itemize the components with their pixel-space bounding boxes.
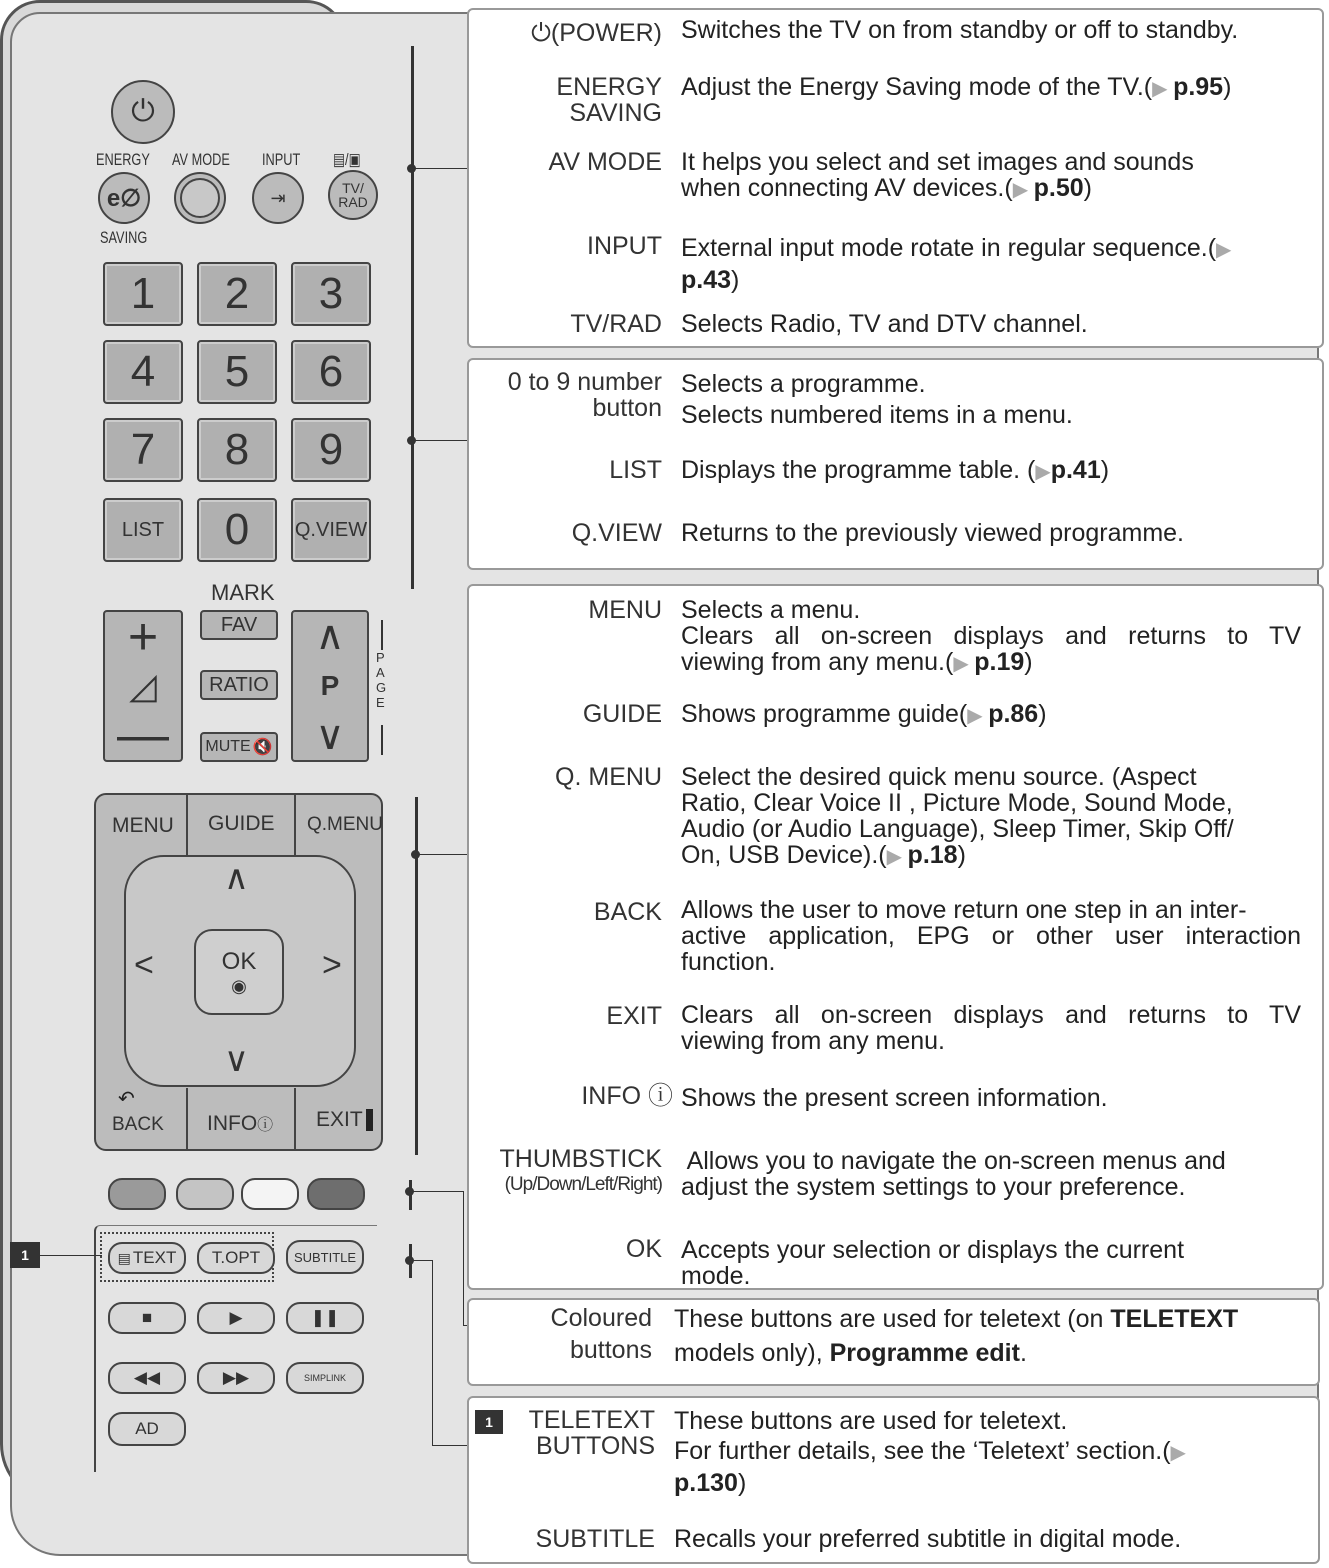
fast-forward-icon: ▶▶ — [222, 1368, 250, 1387]
av-mode-desc-line1: It helps you select and set images and sounds — [681, 148, 1194, 176]
exit-desc-line1: Clears all on-screen displays and returns to TV — [681, 1001, 1301, 1029]
av-mode-desc-line2-text: when connecting AV devices.( — [681, 174, 1013, 202]
guide-desc-text: Shows programme guide( — [681, 700, 968, 728]
av-mode-desc — [681, 149, 1311, 203]
nav-divider-top-1 — [186, 795, 188, 855]
page-ref-arrow-icon: ▶ — [1012, 179, 1034, 201]
back-button[interactable]: BACK — [112, 1114, 164, 1135]
thumbstick-term-line1: THUMBSTICK — [499, 1145, 662, 1173]
q-menu-desc — [681, 764, 1301, 870]
info-button[interactable] — [207, 1112, 273, 1136]
ok-desc-line1: Accepts your selection or displays the current — [681, 1236, 1185, 1264]
coloured-desc-teletext: TELETEXT — [1110, 1305, 1239, 1333]
av-mode-button[interactable] — [174, 172, 226, 224]
power-icon: ⏻ — [131, 95, 155, 128]
page-arrow-up — [381, 620, 383, 650]
teletext-ref: p.130 — [674, 1469, 738, 1497]
number-0-button[interactable]: 0 — [197, 498, 277, 562]
menu-desc-line2: Clears all on-screen displays and returns to TV — [681, 622, 1301, 650]
subtitle-term: SUBTITLE — [535, 1525, 655, 1553]
teletext-desc-line2 — [674, 1436, 1314, 1468]
volume-up-icon: + — [127, 608, 159, 667]
av-mode-ref: p.50 — [1033, 174, 1084, 202]
teletext-desc-line2-text: For further details, see the ‘Teletext’ section.( — [674, 1437, 1171, 1465]
exit-icon — [366, 1109, 373, 1131]
energy-saving-close: ) — [1223, 73, 1232, 101]
text-icon: ▤ — [117, 1249, 131, 1266]
input-icon: ⇥ — [270, 187, 286, 208]
av-mode-term: AV MODE — [548, 148, 662, 176]
program-up-icon: ∧ — [315, 614, 345, 659]
blue-button[interactable] — [307, 1178, 365, 1210]
teletext-term — [505, 1407, 655, 1459]
info-icon: ⓘ — [257, 1117, 274, 1134]
connector-4b — [463, 1191, 464, 1325]
number-desc — [681, 369, 1311, 431]
volume-down-icon: — — [117, 705, 169, 764]
list-desc — [681, 457, 1311, 485]
power-term-label: (POWER) — [550, 19, 662, 47]
q-menu-ref: p.18 — [907, 841, 958, 869]
page-ref-arrow-icon: ▶ — [967, 705, 989, 727]
input-label: INPUT — [262, 150, 301, 169]
input-desc-text: External input mode rotate in regular sequence.( — [681, 234, 1217, 262]
menu-close: ) — [1024, 648, 1033, 676]
energy-saving-term — [470, 74, 662, 126]
exit-term: EXIT — [606, 1002, 662, 1030]
menu-ref: p.19 — [974, 648, 1025, 676]
energy-saving-term-line2: SAVING — [569, 99, 662, 127]
q-view-desc: Returns to the previously viewed programme. — [681, 519, 1185, 547]
nav-divider-bottom-2 — [294, 1088, 296, 1150]
menu-desc-line1: Selects a menu. — [681, 596, 861, 624]
teletext-desc-line3 — [674, 1468, 1314, 1498]
connector-1 — [412, 168, 468, 169]
red-button[interactable] — [108, 1178, 166, 1210]
menu-desc-line3 — [681, 649, 1301, 677]
list-close: ) — [1100, 456, 1110, 484]
list-button[interactable]: LIST — [103, 498, 183, 562]
rewind-icon: ◀◀ — [133, 1368, 161, 1387]
dpad-right-icon[interactable]: > — [322, 946, 342, 984]
fast-forward-button[interactable] — [197, 1362, 275, 1394]
number-5-button[interactable]: 5 — [197, 340, 277, 404]
number-term — [470, 369, 662, 421]
info-desc: Shows the present screen information. — [681, 1084, 1108, 1112]
ok-term: OK — [625, 1235, 662, 1263]
tv-rad-term: TV/RAD — [570, 310, 662, 338]
stop-button[interactable] — [108, 1302, 186, 1334]
back-desc-line2: active application, EPG or other user interaction — [681, 922, 1301, 950]
teletext-marker-left: 1 — [10, 1242, 40, 1268]
stop-icon: ■ — [141, 1308, 153, 1327]
power-desc: Switches the TV on from standby or off to standby. — [681, 16, 1239, 44]
coloured-desc — [674, 1302, 1314, 1370]
av-mode-desc-line2 — [681, 175, 1311, 203]
exit-button[interactable] — [316, 1108, 373, 1132]
coloured-term — [470, 1302, 652, 1366]
energy-saving-ref: p.95 — [1173, 73, 1224, 101]
input-button[interactable] — [252, 172, 304, 224]
mute-label: MUTE — [205, 738, 251, 755]
connector-3 — [416, 854, 468, 855]
power-button[interactable] — [111, 80, 175, 144]
q-menu-desc-line3: Audio (or Audio Language), Sleep Timer, Skip Off/ — [681, 815, 1234, 843]
coloured-term-line1: Coloured — [550, 1304, 652, 1332]
number-term-line1: 0 to 9 number — [507, 368, 662, 396]
bracket-2 — [411, 267, 414, 589]
yellow-button[interactable] — [241, 1178, 299, 1210]
play-icon: ▶ — [229, 1308, 243, 1327]
nav-divider-bottom-1 — [186, 1088, 188, 1150]
exit-desc-line2: viewing from any menu. — [681, 1027, 946, 1055]
connector-2 — [412, 440, 468, 441]
thumbstick-desc-line2: adjust the system settings to your preference. — [681, 1173, 1186, 1201]
energy-label: ENERGY — [96, 150, 150, 169]
exit-desc — [681, 1002, 1301, 1054]
page-ref-arrow-icon: ▶ — [886, 846, 908, 868]
number-4-button[interactable]: 4 — [103, 340, 183, 404]
subtitle-desc: Recalls your preferred subtitle in digital mode. — [674, 1525, 1182, 1553]
connector-5b — [432, 1260, 433, 1445]
input-desc — [681, 233, 1301, 295]
q-menu-close: ) — [957, 841, 966, 869]
number-desc-line2: Selects numbered items in a menu. — [681, 401, 1073, 429]
guide-ref: p.86 — [988, 700, 1039, 728]
guide-button[interactable]: GUIDE — [208, 812, 275, 835]
back-term: BACK — [593, 898, 662, 926]
teletext-desc-line1: These buttons are used for teletext. — [674, 1407, 1068, 1435]
text-button[interactable] — [108, 1242, 186, 1274]
info-label: INFO — [207, 1112, 258, 1135]
menu-term: MENU — [588, 596, 662, 624]
play-button[interactable] — [197, 1302, 275, 1334]
program-rocker[interactable] — [291, 610, 369, 762]
number-2-button[interactable]: 2 — [197, 262, 277, 326]
rewind-button[interactable] — [108, 1362, 186, 1394]
saving-label: SAVING — [100, 228, 148, 247]
text-label: TEXT — [132, 1248, 177, 1267]
connector-4a — [410, 1191, 463, 1192]
ok-desc — [681, 1237, 1301, 1289]
teletext-desc — [674, 1406, 1314, 1498]
pause-icon: ❚❚ — [310, 1308, 340, 1327]
page-ref-arrow-icon: ▶ — [1216, 239, 1232, 261]
page-label: PAGE — [376, 650, 387, 710]
thumbstick-term-line2: (Up/Down/Left/Right) — [504, 1174, 662, 1195]
coloured-desc-line1-text: These buttons are used for teletext (on — [674, 1305, 1111, 1333]
teletext-term-line1: TELETEXT — [528, 1406, 655, 1434]
menu-desc — [681, 597, 1301, 677]
q-menu-desc-line4-text: On, USB Device).( — [681, 841, 887, 869]
coloured-term-line2: buttons — [569, 1336, 652, 1364]
guide-term: GUIDE — [582, 700, 662, 728]
ad-button[interactable]: AD — [108, 1412, 186, 1446]
energy-saving-desc-text: Adjust the Energy Saving mode of the TV.( — [681, 73, 1153, 101]
input-ref: p.43 — [681, 266, 732, 294]
list-ref: p.41 — [1050, 456, 1101, 484]
input-close: ) — [731, 266, 740, 294]
guide-close: ) — [1038, 700, 1047, 728]
av-mode-label: AV MODE — [172, 150, 230, 169]
thumbstick-desc-line1: Allows you to navigate the on-screen menus and — [681, 1147, 1226, 1175]
number-7-button[interactable]: 7 — [103, 418, 183, 482]
number-term-line2: button — [592, 394, 662, 422]
energy-saving-term-line1: ENERGY — [556, 73, 662, 101]
list-desc-text: Displays the programme table. ( — [681, 456, 1036, 484]
fav-button[interactable]: FAV — [200, 610, 278, 640]
av-mode-close: ) — [1083, 174, 1092, 202]
tv-rad-label: ▤/▣ — [333, 150, 361, 169]
power-term — [470, 20, 662, 46]
energy-saving-icon: e∅ — [106, 184, 142, 212]
program-down-icon: ∨ — [315, 713, 345, 758]
dpad-up-icon[interactable]: ∧ — [224, 859, 249, 897]
exit-label: EXIT — [316, 1108, 363, 1131]
q-view-term: Q.VIEW — [571, 519, 662, 547]
q-view-button[interactable]: Q.VIEW — [291, 498, 371, 562]
pause-button[interactable] — [286, 1302, 364, 1334]
page-ref-arrow-icon: ▶ — [1170, 1442, 1186, 1464]
simplink-button[interactable] — [286, 1362, 364, 1394]
info-term: INFO ⓘ — [581, 1082, 673, 1110]
tv-rad-desc: Selects Radio, TV and DTV channel. — [681, 310, 1088, 338]
mark-label: MARK — [211, 580, 275, 605]
q-menu-term: Q. MENU — [555, 763, 662, 791]
number-desc-line1: Selects a programme. — [681, 370, 926, 398]
q-menu-desc-line2: Ratio, Clear Voice II , Picture Mode, Sound Mode, — [681, 789, 1233, 817]
green-button[interactable] — [176, 1178, 234, 1210]
tv-rad-button-label: TV/ RAD — [338, 180, 368, 210]
back-desc-line1: Allows the user to move return one step in an inter- — [681, 896, 1247, 924]
q-menu-desc-line4 — [681, 842, 1301, 870]
menu-desc-line3-text: viewing from any menu.( — [681, 648, 954, 676]
menu-button[interactable]: MENU — [112, 814, 174, 837]
number-6-button[interactable]: 6 — [291, 340, 371, 404]
back-desc — [681, 897, 1301, 975]
number-1-button[interactable]: 1 — [103, 262, 183, 326]
page-arrow-down — [381, 725, 383, 755]
guide-desc — [681, 701, 1301, 729]
number-8-button[interactable]: 8 — [197, 418, 277, 482]
input-term: INPUT — [587, 232, 662, 260]
thumbstick-desc — [681, 1148, 1301, 1200]
page-ref-arrow-icon: ▶ — [1035, 461, 1051, 483]
dpad-down-icon[interactable]: ∨ — [224, 1041, 249, 1079]
page-ref-arrow-icon: ▶ — [1152, 78, 1174, 100]
q-menu-desc-line1: Select the desired quick menu source. (Aspect — [681, 763, 1197, 791]
teletext-marker-line — [40, 1255, 102, 1256]
page-ref-arrow-icon: ▶ — [953, 653, 975, 675]
nav-divider-top-2 — [294, 795, 296, 855]
q-menu-button[interactable]: Q.MENU — [307, 814, 383, 835]
back-arrow-icon: ↶ — [118, 1088, 135, 1110]
number-3-button[interactable]: 3 — [291, 262, 371, 326]
ratio-button[interactable]: RATIO — [200, 670, 278, 700]
ok-button[interactable] — [194, 929, 284, 1015]
coloured-desc-period: . — [1019, 1339, 1027, 1367]
tv-rad-button[interactable] — [328, 170, 378, 220]
energy-saving-button[interactable] — [98, 172, 150, 224]
volume-rocker[interactable] — [103, 610, 183, 762]
av-mode-icon — [180, 178, 220, 218]
program-label: P — [320, 669, 340, 701]
teletext-close: ) — [737, 1469, 747, 1497]
power-symbol-icon: ⏻ — [531, 19, 551, 47]
teletext-marker: 1 — [475, 1410, 503, 1434]
dpad-left-icon[interactable]: < — [134, 946, 154, 984]
ok-dot-icon: ◉ — [231, 975, 247, 996]
teletext-term-line2: BUTTONS — [536, 1432, 655, 1460]
coloured-desc-line2 — [674, 1336, 1314, 1370]
coloured-desc-programme-edit: Programme edit — [829, 1339, 1020, 1367]
coloured-desc-line1 — [674, 1302, 1314, 1336]
ok-label: OK — [221, 947, 257, 975]
connector-5a — [410, 1260, 432, 1261]
energy-saving-desc — [681, 74, 1311, 102]
simplink-label: SIMPLINK — [303, 1373, 346, 1383]
thumbstick-term — [470, 1146, 662, 1198]
coloured-desc-line2-text: models only), — [674, 1339, 830, 1367]
connector-5c — [432, 1445, 468, 1446]
ok-desc-line2: mode. — [681, 1262, 751, 1290]
volume-icon: ◿ — [129, 664, 157, 706]
list-term: LIST — [609, 456, 662, 484]
mute-icon: 🔇 — [252, 739, 273, 756]
back-desc-line3: function. — [681, 948, 776, 976]
number-9-button[interactable]: 9 — [291, 418, 371, 482]
mute-button[interactable] — [200, 732, 278, 762]
t-opt-button[interactable]: T.OPT — [197, 1242, 275, 1274]
subtitle-button[interactable]: SUBTITLE — [286, 1240, 364, 1274]
